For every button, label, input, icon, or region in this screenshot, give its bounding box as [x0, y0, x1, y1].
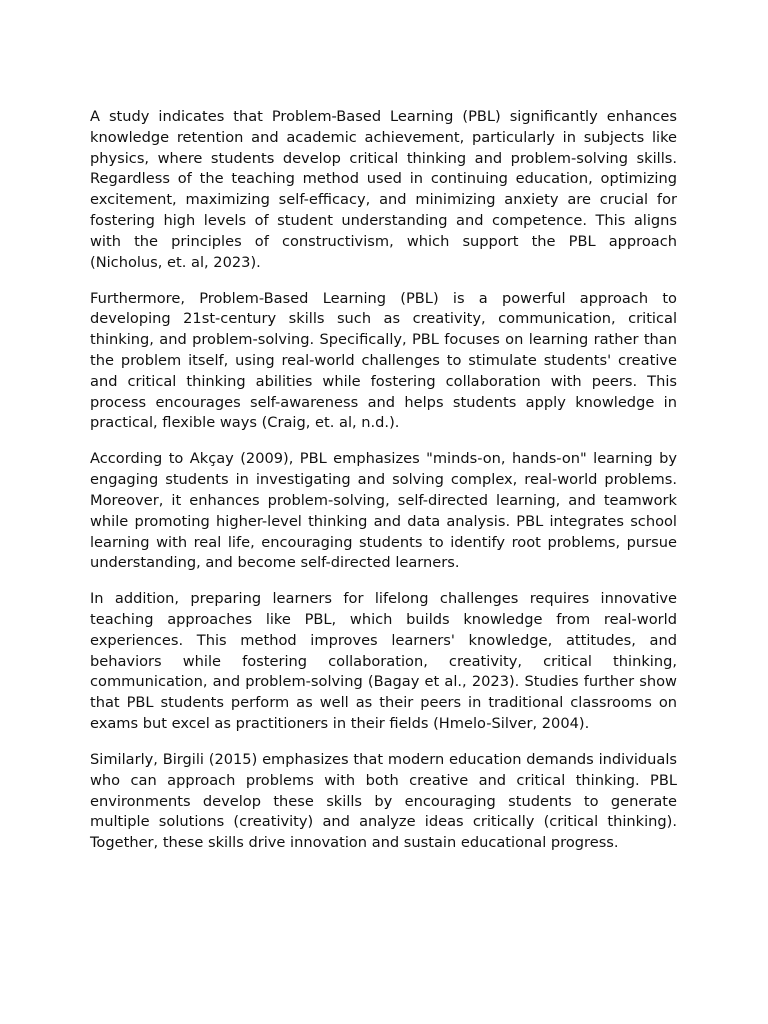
paragraph-birgili-creative-critical: Similarly, Birgili (2015) emphasizes that modern education demands individuals who can approach problems with both creative and critical thinking. PBL environments develop these skills by encouraging students to generate multiple solutions (creativity) and analyze ideas critically (critical thinking). Together, these skills drive innovation and sustain educational progress. — [90, 751, 677, 852]
document-body — [90, 107, 677, 869]
paragraph-pbl-knowledge-retention: A study indicates that Problem-Based Learning (PBL) significantly enhances knowledge retention and academic achievement, particularly in subjects like physics, where students develop critical thinking and problem-solving skills. Regardless of the teaching method used in continuing education, optimizing excitement, maximizing self-efficacy, and minimizing anxiety are crucial for fostering high levels of student understanding and competence. This aligns with the principles of constructivism, which support the PBL approach (Nicholus, et. al, 2023). — [90, 108, 677, 271]
paragraph-lifelong-challenges: In addition, preparing learners for lifelong challenges requires innovative teaching approaches like PBL, which builds knowledge from real-world experiences. This method improves learners' knowledge, attitudes, and behaviors while fostering collaboration, creativity, critical thinking, communication, and problem-solving (Bagay et al., 2023). Studies further show that PBL students perform as well as their peers in traditional classrooms on exams but excel as practitioners in their fields (Hmelo-Silver, 2004). — [90, 590, 677, 733]
paragraph-pbl-21st-century-skills: Furthermore, Problem-Based Learning (PBL) is a powerful approach to developing 21st-century skills such as creativity, communication, critical thinking, and problem-solving. Specifically, PBL focuses on learning rather than the problem itself, using real-world challenges to stimulate students' creative and critical thinking abilities while fostering collaboration with peers. This process encourages self-awareness and helps students apply knowledge in practical, flexible ways (Craig, et. al, n.d.). — [90, 289, 677, 432]
paragraph-akcay-minds-on-hands-on: According to Akçay (2009), PBL emphasizes "minds-on, hands-on" learning by engaging students in investigating and solving complex, real-world problems. Moreover, it enhances problem-solving, self-directed learning, and teamwork while promoting higher-level thinking and data analysis. PBL integrates school learning with real life, encouraging students to identify root problems, pursue understanding, and become self-directed learners. — [90, 450, 677, 572]
